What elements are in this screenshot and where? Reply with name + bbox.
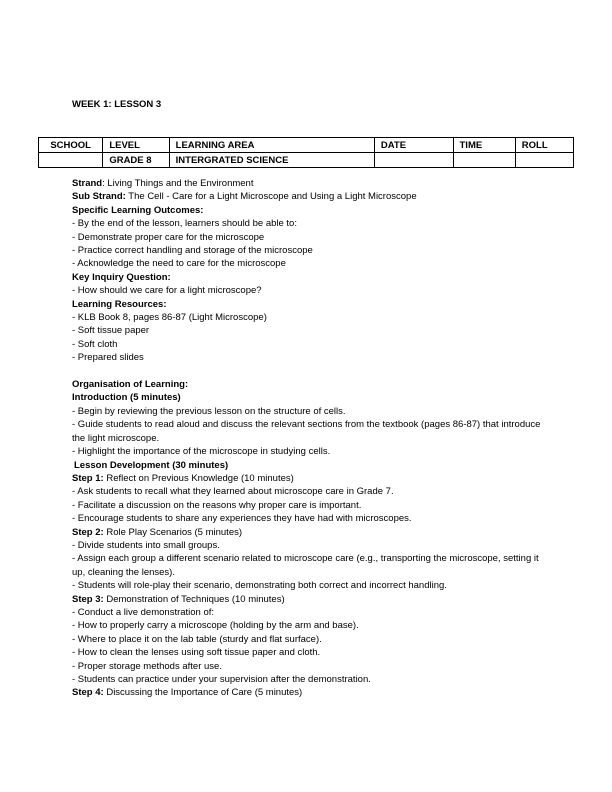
list-item: - Students can practice under your supervision after the demonstration.: [72, 674, 371, 686]
list-item: - Assign each group a different scenario related to microscope care (e.g., transporting the microscope, setting it up, cleaning the lenses).: [72, 553, 539, 578]
table-header-cell: ROLL: [515, 138, 573, 153]
table-cell-learning-area: INTERGRATED SCIENCE: [169, 153, 374, 168]
list-item: - Ask students to recall what they learned about microscope care in Grade 7.: [72, 486, 394, 498]
table-header-cell: TIME: [453, 138, 515, 153]
list-item: - Encourage students to share any experiences they have had with microscopes.: [72, 513, 412, 525]
strand-line: [72, 177, 542, 190]
table-header-cell: DATE: [374, 138, 453, 153]
outcomes-heading: Specific Learning Outcomes:: [72, 204, 204, 216]
introduction-heading: Introduction (5 minutes): [72, 392, 181, 404]
table-header-row: [39, 138, 574, 153]
organisation-heading: Organisation of Learning:: [72, 379, 189, 391]
list-item: - Highlight the importance of the microscope in studying cells.: [72, 446, 331, 458]
table-cell-date: [374, 153, 453, 168]
strand-value: : Living Things and the Environment: [102, 178, 254, 189]
step-label: Step 2:: [72, 526, 104, 538]
step-heading: [72, 526, 542, 539]
development-heading: Lesson Development (30 minutes): [74, 459, 229, 471]
list-item: - Soft tissue paper: [72, 325, 150, 337]
list-item: - Conduct a live demonstration of:: [72, 606, 215, 618]
table-cell-time: [453, 153, 515, 168]
step-heading: [72, 593, 542, 606]
list-item: - Practice correct handling and storage of the microscope: [72, 245, 313, 257]
sub-strand-label: Sub Strand:: [72, 191, 126, 203]
list-item: - Facilitate a discussion on the reasons why proper care is important.: [72, 499, 362, 511]
step-title: Demonstration of Techniques (10 minutes): [103, 593, 285, 605]
sub-strand-value: The Cell - Care for a Light Microscope and Using a Light Microscope: [125, 191, 417, 203]
step-title: Reflect on Previous Knowledge (10 minutes): [103, 472, 294, 484]
list-item: - Students will role-play their scenario, demonstrating both correct and incorrect handling.: [72, 580, 447, 592]
lesson-info-table: [38, 137, 574, 168]
table-cell-school: [39, 153, 103, 168]
list-item: - Acknowledge the need to care for the microscope: [72, 258, 286, 270]
sub-strand-line: [72, 190, 542, 203]
list-item: - Divide students into small groups.: [72, 539, 220, 551]
list-item: - Where to place it on the lab table (sturdy and flat surface).: [72, 633, 322, 645]
list-item: - Demonstrate proper care for the microscope: [72, 231, 265, 243]
lesson-title: WEEK 1: LESSON 3: [72, 99, 162, 110]
list-item: - How to properly carry a microscope (holding by the arm and base).: [72, 620, 359, 632]
list-item: - Guide students to read aloud and discuss the relevant sections from the textbook (pages 86-87) that introduce the light microscope.: [72, 419, 541, 444]
step-heading: [72, 472, 542, 485]
table-header-cell: SCHOOL: [39, 138, 103, 153]
table-header-cell: LEVEL: [103, 138, 169, 153]
list-item: - How should we care for a light microscope?: [72, 285, 262, 297]
step-title: Role Play Scenarios (5 minutes): [103, 526, 243, 538]
list-item: - Prepared slides: [72, 352, 144, 364]
section-spacer: [72, 365, 542, 378]
table-cell-level: GRADE 8: [103, 153, 169, 168]
table-row: [39, 153, 574, 168]
lesson-content: [72, 177, 542, 700]
step-label: Step 4:: [72, 687, 104, 699]
table-cell-roll: [515, 153, 573, 168]
list-item: - KLB Book 8, pages 86-87 (Light Microscope): [72, 312, 267, 324]
step-title: Discussing the Importance of Care (5 minutes): [103, 687, 303, 699]
list-item: - Proper storage methods after use.: [72, 660, 222, 672]
step-heading: [72, 686, 542, 699]
table-header-cell: LEARNING AREA: [169, 138, 374, 153]
inquiry-heading: Key Inquiry Question:: [72, 271, 171, 283]
list-item: - Soft cloth: [72, 338, 118, 350]
list-item: - How to clean the lenses using soft tissue paper and cloth.: [72, 647, 321, 659]
step-label: Step 1:: [72, 472, 104, 484]
resources-heading: Learning Resources:: [72, 298, 167, 310]
step-label: Step 3:: [72, 593, 104, 605]
list-item: - By the end of the lesson, learners should be able to:: [72, 218, 297, 230]
list-item: - Begin by reviewing the previous lesson on the structure of cells.: [72, 405, 346, 417]
strand-label: Strand: [72, 178, 103, 189]
